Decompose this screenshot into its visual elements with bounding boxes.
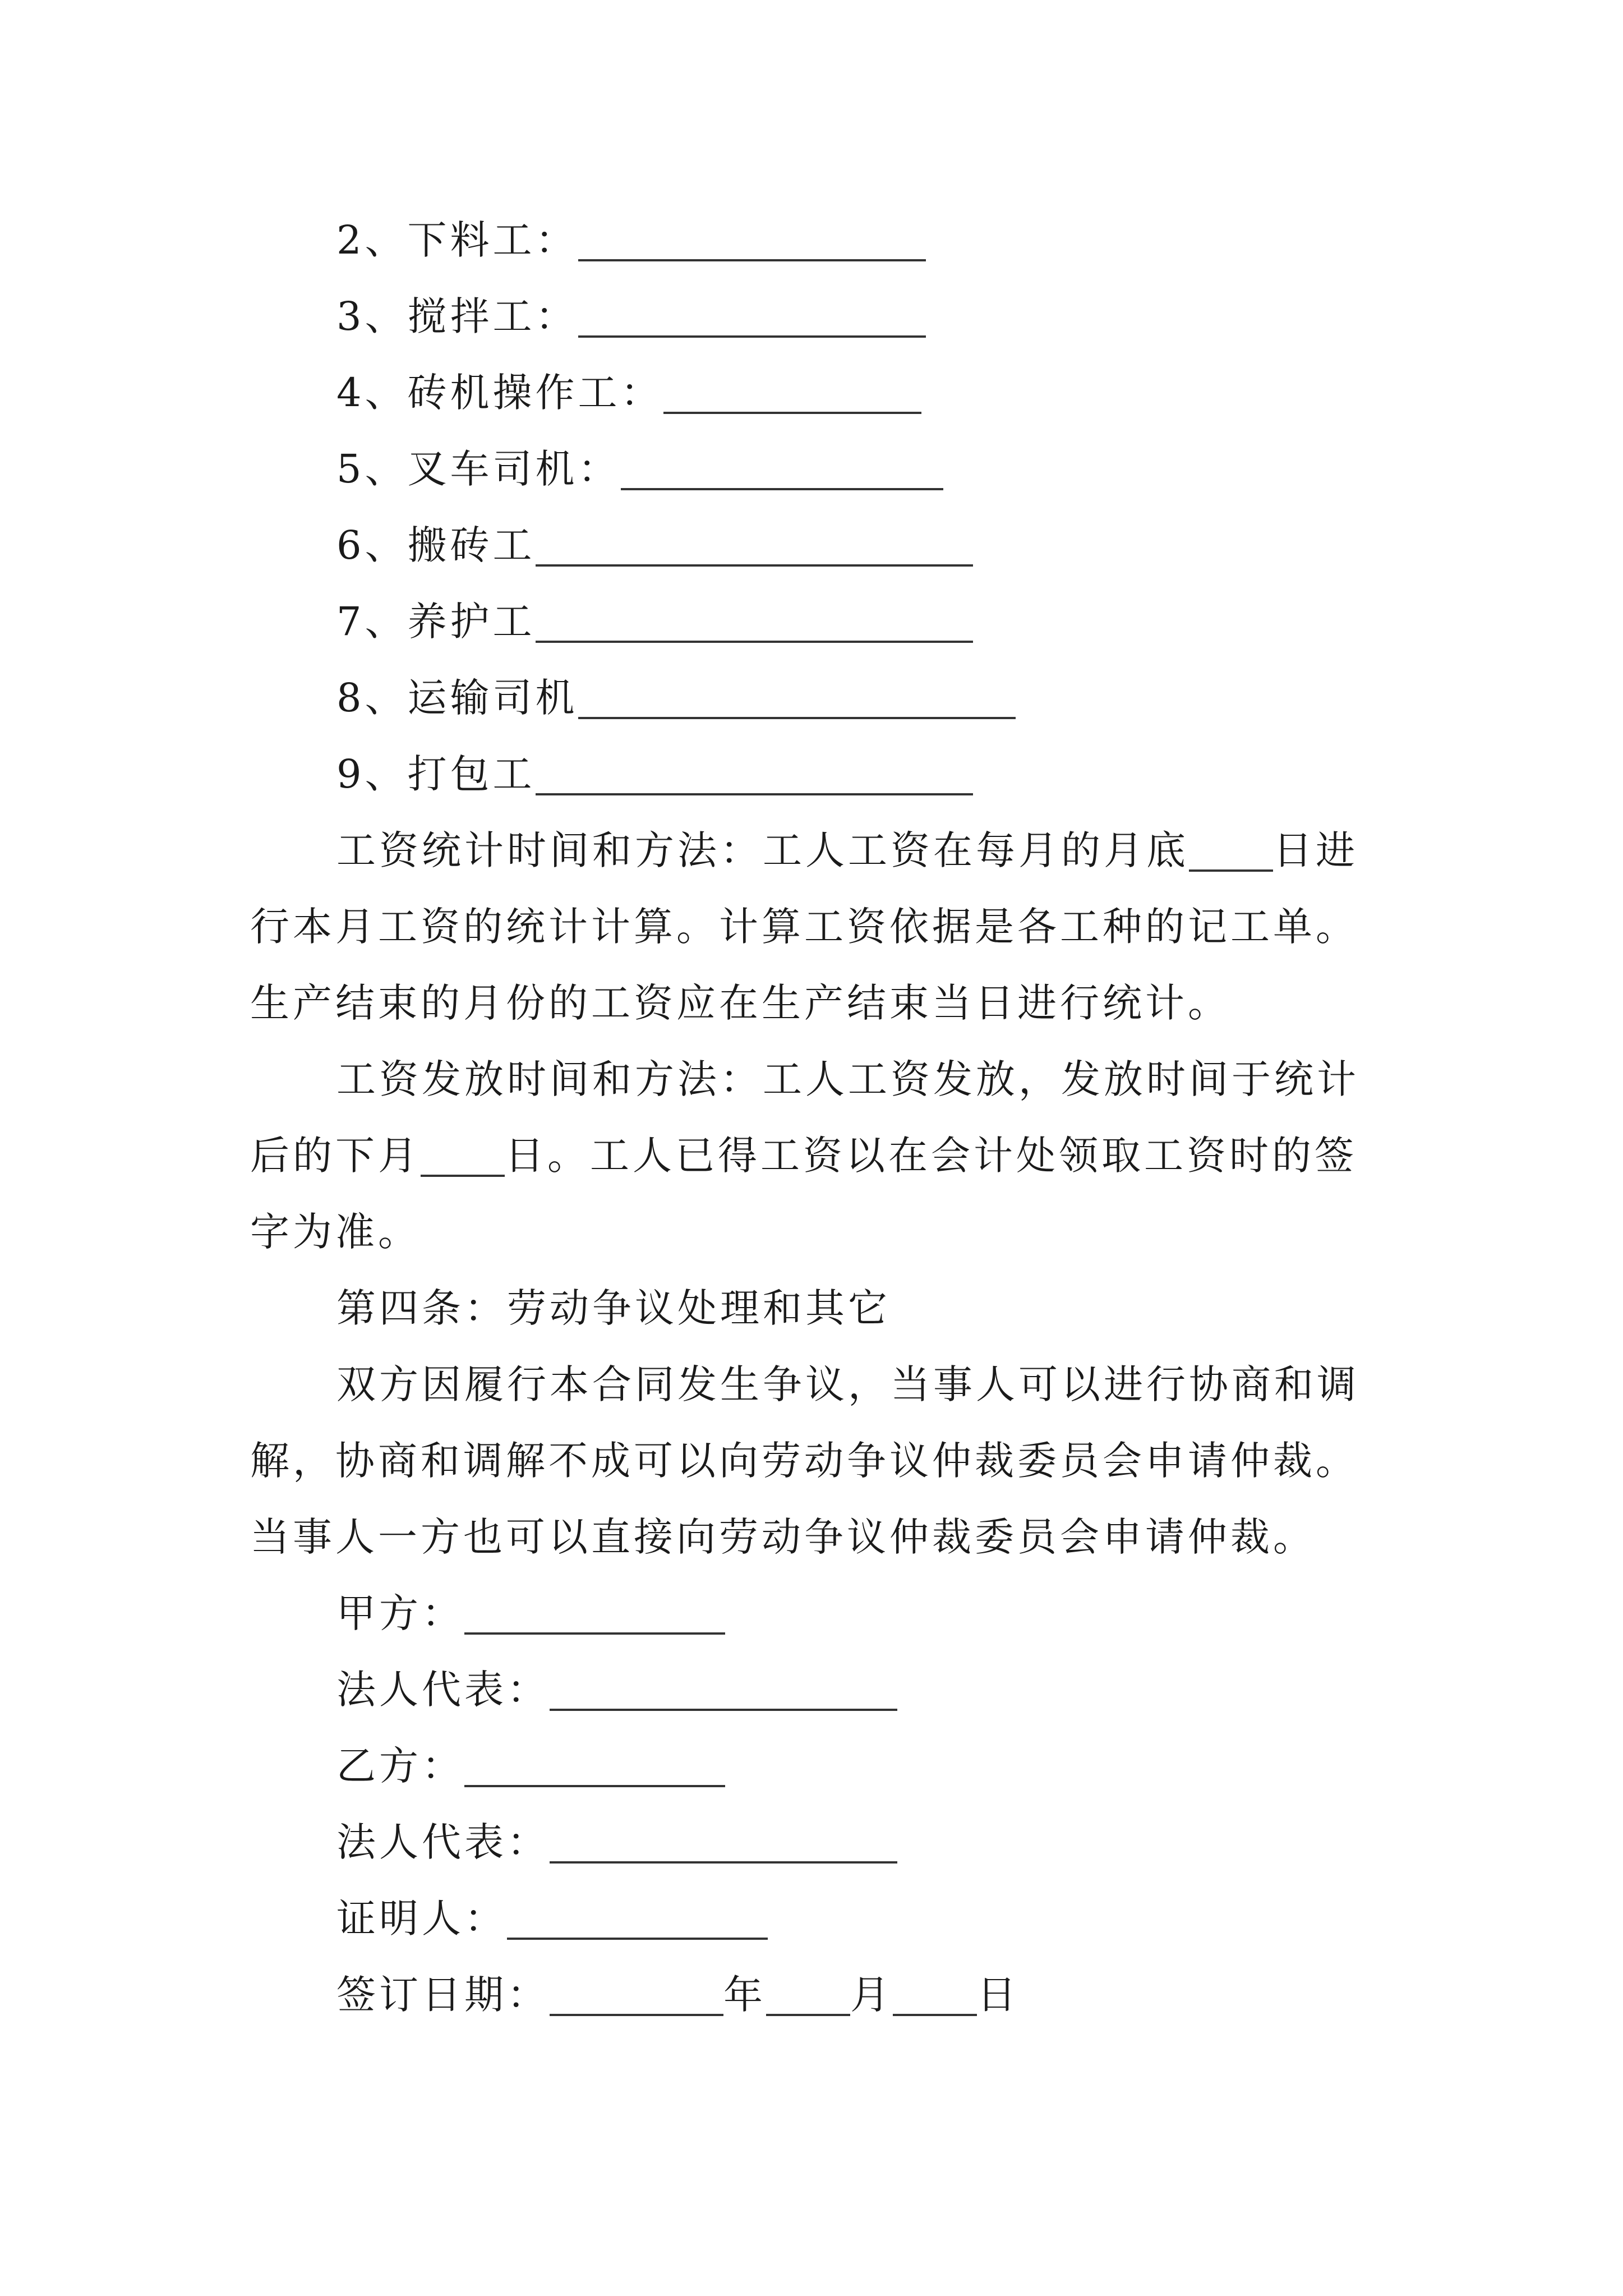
wage-pay-line-2 — [250, 1122, 1389, 1189]
wage-stat-text: 工资统计时间和方法：工人工资在每月的月底 — [336, 827, 1189, 873]
month-label: 月 — [850, 1972, 893, 2018]
fill-blank — [421, 1135, 505, 1177]
wage-item-brick-carrier — [336, 512, 1389, 579]
wage-item-curing-worker — [336, 588, 1389, 655]
legal-rep-b-row — [336, 1809, 1389, 1876]
article-4-line-1: 双方因履行本合同发生争议，当事人可以进行协商和调 — [336, 1361, 1359, 1407]
article-4-line-3: 当事人一方也可以直接向劳动争议仲裁委员会申请仲裁。 — [250, 1514, 1316, 1560]
legal-rep-a-row — [336, 1656, 1389, 1723]
wage-item-unloader — [336, 206, 1389, 274]
wage-item-label: 3、搅拌工： — [336, 293, 578, 339]
fill-blank — [578, 678, 1016, 719]
fill-blank — [621, 449, 943, 490]
fill-blank — [893, 1975, 977, 2016]
wage-item-forklift-driver — [336, 435, 1389, 503]
fill-blank — [464, 1593, 725, 1635]
wage-pay-text: 日。工人已得工资以在会计处领取工资时的签 — [505, 1133, 1357, 1179]
wage-stat-line-3: 生产结束的月份的工资应在生产结束当日进行统计。 — [250, 980, 1230, 1026]
wage-item-transport-driver — [336, 664, 1389, 731]
fill-blank — [464, 1746, 725, 1787]
fill-blank — [536, 525, 973, 567]
fill-blank — [536, 601, 973, 643]
fill-blank — [536, 754, 973, 795]
wage-item-label: 2、下料工： — [336, 217, 578, 263]
wage-item-packer — [336, 740, 1389, 808]
witness-row — [336, 1885, 1389, 1952]
party-a-label: 甲方： — [336, 1590, 464, 1636]
day-label: 日 — [977, 1972, 1020, 2018]
wage-pay-line-3: 字为准。 — [250, 1209, 421, 1255]
wage-pay-line-1: 工资发放时间和方法：工人工资发放，发放时间于统计 — [336, 1056, 1359, 1102]
wage-item-label: 5、叉车司机： — [336, 446, 621, 492]
year-label: 年 — [723, 1972, 766, 2018]
wage-stat-line-1 — [336, 817, 1389, 884]
wage-item-label: 6、搬砖工 — [336, 522, 536, 568]
sign-date-row — [336, 1961, 1389, 2028]
wage-pay-text: 后的下月 — [250, 1133, 421, 1179]
fill-blank — [578, 296, 926, 338]
party-a-row — [336, 1580, 1389, 1647]
wage-item-mixer — [336, 283, 1389, 350]
witness-label: 证明人： — [336, 1895, 507, 1941]
wage-item-brick-machine-operator — [336, 359, 1389, 426]
fill-blank — [578, 220, 926, 261]
article-4-title: 第四条：劳动争议处理和其它 — [336, 1285, 891, 1331]
fill-blank — [663, 372, 921, 414]
fill-blank — [766, 1975, 850, 2016]
fill-blank — [1189, 830, 1273, 872]
sign-date-label: 签订日期： — [336, 1972, 550, 2018]
fill-blank — [550, 1822, 897, 1864]
legal-rep-b-label: 法人代表： — [336, 1819, 550, 1865]
wage-item-label: 8、运输司机 — [336, 675, 578, 721]
wage-item-label: 9、打包工 — [336, 751, 536, 797]
wage-item-label: 7、养护工 — [336, 599, 536, 645]
wage-item-label: 4、砖机操作工： — [336, 370, 663, 416]
party-b-row — [336, 1732, 1389, 1800]
wage-stat-text: 日进 — [1273, 827, 1358, 873]
wage-stat-line-2: 行本月工资的统计计算。计算工资依据是各工种的记工单。 — [250, 904, 1358, 950]
party-b-label: 乙方： — [336, 1743, 464, 1789]
legal-rep-a-label: 法人代表： — [336, 1667, 550, 1713]
fill-blank — [507, 1898, 768, 1940]
fill-blank — [550, 1975, 723, 2016]
article-4-line-2: 解，协商和调解不成可以向劳动争议仲裁委员会申请仲裁。 — [250, 1438, 1358, 1484]
fill-blank — [550, 1669, 897, 1711]
